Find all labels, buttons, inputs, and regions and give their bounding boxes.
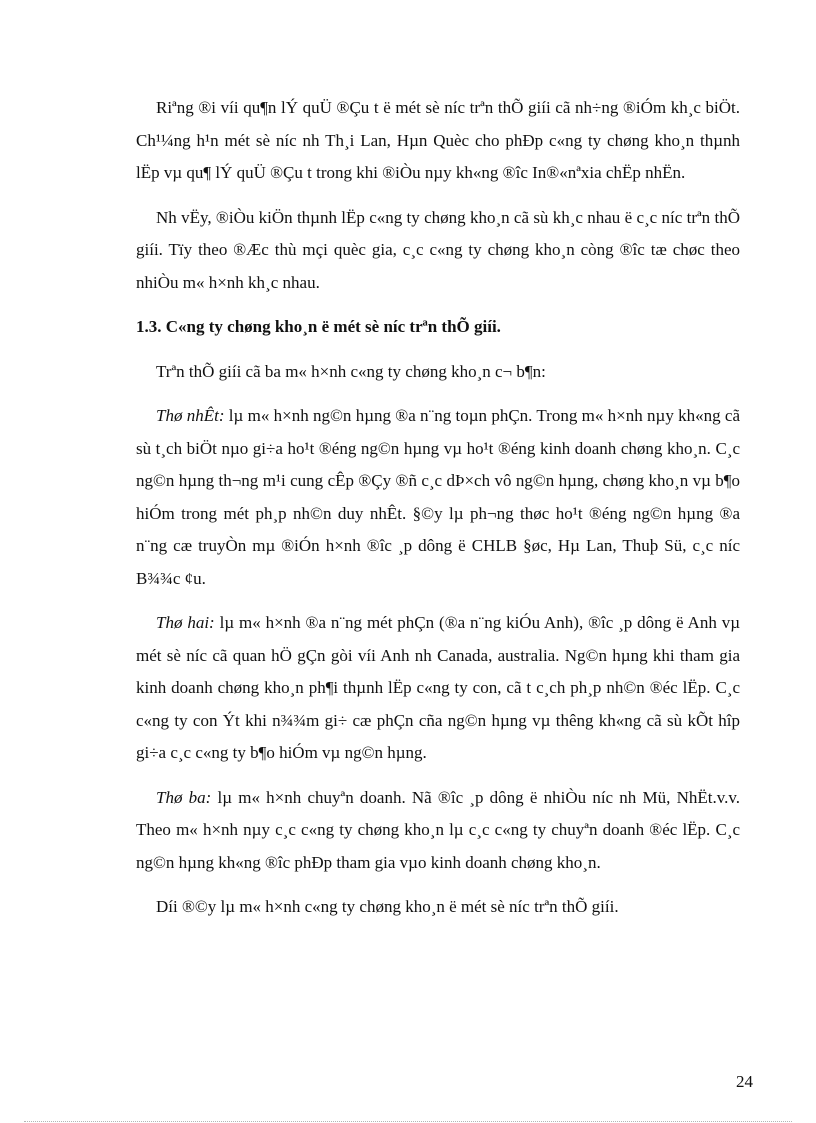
paragraph-3: Trªn thÕ giíi cã ba m« h×nh c«ng ty chøng kho¸n c¬ b¶n: (156, 361, 546, 381)
paragraph-4 (136, 400, 740, 595)
page-bottom-divider (24, 1121, 792, 1122)
paragraph-6-label: Thø ba: (156, 787, 212, 807)
page-number: 24 (736, 1072, 753, 1091)
paragraph-1: Riªng ®i víi qu¶n lÝ quÜ ®Çu t ë mét sè níc trªn thÕ giíi cã nh÷ng ®iÓm kh¸c biÖt. Ch¹¼ng h¹n mét sè níc nh Th¸i Lan, Hµn Quèc cho phÐp c«ng ty chøng kho¸n thµnh lËp vµ qu¶ lÝ quÜ ®Çu t trong khi ®iÒu nµy kh«ng ®îc In®«nªxia chËp nhËn. (136, 98, 740, 182)
body-text (136, 92, 740, 936)
paragraph-6-text: lµ m« h×nh chuyªn doanh. Nã ®îc ¸p dông ë nhiÒu níc nh Mü, NhËt.v.v. Theo m« h×nh nµy c¸c c«ng ty chøng kho¸n lµ c¸c c«ng ty chuyªn doanh ®éc lËp. C¸c ng©n hµng kh«ng ®îc phÐp tham gia vµo kinh doanh chøng kho¸n. (136, 787, 740, 872)
paragraph-5 (136, 607, 740, 770)
paragraph-4-text: lµ m« h×nh ng©n hµng ®a n¨ng toµn phÇn. Trong m« h×nh nµy kh«ng cã sù t¸ch biÖt nµo gi÷a ho¹t ®éng ng©n hµng vµ ho¹t ®éng kinh doanh chøng kho¸n. C¸c ng©n hµng th¬ng m¹i cung cÊp ®Çy ®ñ c¸c dÞ×ch vô ng©n hµng, chøng kho¸n vµ b¶o hiÓm trong mét ph¸p nh©n duy nhÊt. §©y lµ ph¬ng thøc ho¹t ®éng ng©n hµng ®a n¨ng cæ truyÒn mµ ®iÓn h×nh ®îc ¸p dông ë CHLB §øc, Hµ Lan, Thuþ Sü, c¸c níc B¾¾c ¢u. (136, 406, 740, 588)
paragraph-2: Nh vËy, ®iÒu kiÖn thµnh lËp c«ng ty chøng kho¸n cã sù kh¸c nhau ë c¸c níc trªn thÕ giíi. Tïy theo ®Æc thù mçi quèc gia, c¸c c«ng ty chøng kho¸n còng ®îc tæ chøc theo nhiÒu m« h×nh kh¸c nhau. (136, 207, 740, 292)
paragraph-5-text: lµ m« h×nh ®a n¨ng mét phÇn (®a n¨ng kiÓu Anh), ®îc ¸p dông ë Anh vµ mét sè níc cã quan hÖ gÇn gòi víi Anh nh Canada, australia. Ng©n hµng khi tham gia kinh doanh chøng kho¸n ph¶i thµnh lËp c«ng ty con, cã t c¸ch ph¸p nh©n ®éc lËp. C¸c c«ng ty con Ýt khi n¾¾m gi÷ cæ phÇn cña ng©n hµng vµ thêng kh«ng cã sù kÕt hîp gi÷a c¸c c«ng ty b¶o hiÓm vµ ng©n hµng. (136, 613, 740, 762)
paragraph-6 (136, 782, 740, 880)
paragraph-4-label: Thø nhÊt: (156, 406, 225, 425)
paragraph-5-label: Thø hai: (156, 613, 215, 632)
section-heading: 1.3. C«ng ty chøng kho¸n ë mét sè níc trªn thÕ giíi. (136, 317, 501, 336)
paragraph-7: Díi ®©y lµ m« h×nh c«ng ty chøng kho¸n ë mét sè níc trªn thÕ giíi. (156, 897, 619, 916)
